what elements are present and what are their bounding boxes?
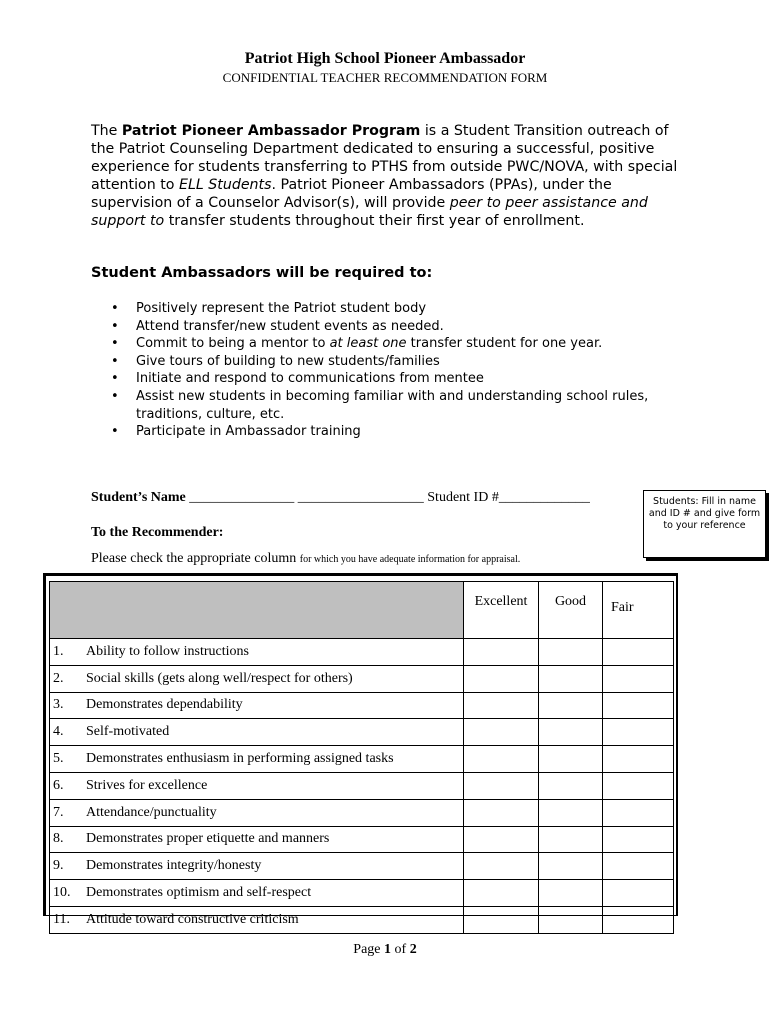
- criterion-cell: [50, 692, 464, 719]
- rating-cell-excellent[interactable]: [464, 746, 539, 773]
- intro-text-3: . Patriot Pioneer Ambassadors (PPAs), under the supervision of a Counselor Advisor(s), will provide: [91, 177, 612, 211]
- criterion-cell: [50, 639, 464, 666]
- criterion-cell: [50, 719, 464, 746]
- criterion-cell: [50, 853, 464, 880]
- peer-emphasis: peer to peer assistance and support to: [91, 195, 648, 229]
- rating-cell-excellent[interactable]: [464, 880, 539, 907]
- col-fair: Fair: [603, 582, 674, 639]
- rating-cell-fair[interactable]: [603, 799, 674, 826]
- criterion-number: 11.: [53, 911, 70, 927]
- rating-cell-good[interactable]: [539, 639, 603, 666]
- rating-cell-fair[interactable]: [603, 639, 674, 666]
- requirement-item: • Give tours of building to new students/families: [91, 353, 671, 371]
- criterion-number: 9.: [53, 858, 64, 874]
- criterion-cell: [50, 880, 464, 907]
- criterion-cell: [50, 826, 464, 853]
- criterion-text: Strives for excellence: [86, 777, 208, 793]
- student-id-label: Student ID #: [427, 490, 499, 505]
- criterion-number: 2.: [53, 670, 64, 686]
- criterion-number: 5.: [53, 751, 64, 767]
- requirement-item: • Participate in Ambassador training: [91, 423, 671, 441]
- rating-cell-excellent[interactable]: [464, 826, 539, 853]
- rating-cell-excellent[interactable]: [464, 906, 539, 933]
- criterion-text: Demonstrates dependability: [86, 697, 243, 713]
- ell-emphasis: ELL Students: [178, 177, 272, 193]
- rating-cell-excellent[interactable]: [464, 692, 539, 719]
- rating-cell-good[interactable]: [539, 772, 603, 799]
- table-row: [50, 692, 674, 719]
- rating-cell-excellent[interactable]: [464, 665, 539, 692]
- table-row: [50, 880, 674, 907]
- criterion-text: Attendance/punctuality: [86, 804, 217, 820]
- form-subtitle: CONFIDENTIAL TEACHER RECOMMENDATION FORM: [222, 70, 548, 85]
- table-row: [50, 799, 674, 826]
- recommender-instruction: Please check the appropriate column for which you have adequate information for appraisal.: [91, 551, 521, 566]
- rating-cell-fair[interactable]: [603, 772, 674, 799]
- criterion-cell: [50, 746, 464, 773]
- rating-table: [49, 581, 674, 934]
- student-name-label: Student’s Name: [91, 490, 186, 505]
- criteria-header-cell: [50, 582, 464, 639]
- student-info-line: [91, 490, 590, 506]
- requirements-heading: Student Ambassadors will be required to:: [91, 265, 433, 281]
- rating-cell-fair[interactable]: [603, 719, 674, 746]
- rating-cell-good[interactable]: [539, 826, 603, 853]
- rating-cell-good[interactable]: [539, 853, 603, 880]
- requirement-item: • Assist new students in becoming familiar with and understanding school rules, traditions, culture, etc.: [91, 388, 671, 423]
- requirement-item: • Initiate and respond to communications from mentee: [91, 370, 671, 388]
- requirement-item: • Commit to being a mentor to at least one transfer student for one year.: [91, 335, 671, 353]
- criterion-cell: [50, 665, 464, 692]
- criterion-number: 4.: [53, 724, 64, 740]
- table-row: [50, 906, 674, 933]
- criterion-number: 3.: [53, 697, 64, 713]
- rating-cell-fair[interactable]: [603, 906, 674, 933]
- table-row: [50, 719, 674, 746]
- criterion-text: Ability to follow instructions: [86, 643, 249, 659]
- rating-cell-excellent[interactable]: [464, 719, 539, 746]
- table-row: [50, 665, 674, 692]
- student-id-field[interactable]: _____________: [498, 490, 590, 505]
- rating-cell-good[interactable]: [539, 906, 603, 933]
- rating-cell-good[interactable]: [539, 799, 603, 826]
- student-name-field[interactable]: _______________ __________________: [185, 490, 428, 505]
- rating-cell-fair[interactable]: [603, 665, 674, 692]
- criterion-text: Demonstrates proper etiquette and manners: [86, 831, 330, 847]
- criterion-text: Demonstrates optimism and self-respect: [86, 885, 312, 901]
- criterion-cell: [50, 772, 464, 799]
- table-row: [50, 746, 674, 773]
- requirement-item: • Positively represent the Patriot student body: [91, 300, 671, 318]
- criterion-cell: [50, 799, 464, 826]
- rating-cell-fair[interactable]: [603, 746, 674, 773]
- criterion-text: Self-motivated: [86, 724, 170, 740]
- recommender-heading: To the Recommender:: [91, 525, 224, 540]
- criterion-number: 7.: [53, 804, 64, 820]
- intro-text-4: transfer students throughout their first year of enrollment.: [164, 213, 585, 229]
- criterion-number: 6.: [53, 777, 64, 793]
- criterion-cell: [50, 906, 464, 933]
- requirements-list: [91, 300, 671, 441]
- form-title: Patriot High School Pioneer Ambassador: [244, 50, 526, 67]
- rating-cell-good[interactable]: [539, 746, 603, 773]
- intro-text-2: is a Student Transition outreach of the Patriot Counseling Department dedicated to ensuring a successful, positive experience for students transferring to PTHS from outside PWC/NOVA, with special attention to: [91, 123, 678, 193]
- rating-table-frame: [43, 573, 678, 927]
- table-row: [50, 639, 674, 666]
- requirement-item: • Attend transfer/new student events as needed.: [91, 318, 671, 336]
- rating-cell-excellent[interactable]: [464, 772, 539, 799]
- program-name: Patriot Pioneer Ambassador Program: [121, 123, 421, 139]
- rating-cell-good[interactable]: [539, 692, 603, 719]
- criterion-number: 8.: [53, 831, 64, 847]
- rating-cell-fair[interactable]: [603, 853, 674, 880]
- rating-cell-good[interactable]: [539, 880, 603, 907]
- intro-paragraph: [91, 122, 691, 230]
- criterion-number: 1.: [53, 643, 64, 659]
- criterion-text: Demonstrates integrity/honesty: [86, 858, 262, 874]
- col-good: Good: [539, 582, 603, 639]
- col-excellent: Excellent: [464, 582, 539, 639]
- table-row: [50, 826, 674, 853]
- intro-text-1: The: [91, 123, 122, 139]
- table-row: [50, 853, 674, 880]
- student-instructions-box: Students: Fill in name and ID # and give form to your reference: [643, 490, 766, 558]
- rating-cell-fair[interactable]: [603, 826, 674, 853]
- criterion-number: 10.: [53, 885, 71, 901]
- rating-cell-fair[interactable]: [603, 692, 674, 719]
- rating-cell-excellent[interactable]: [464, 853, 539, 880]
- table-row: [50, 772, 674, 799]
- criterion-text: Social skills (gets along well/respect for others): [86, 670, 353, 686]
- criterion-text: Demonstrates enthusiasm in performing assigned tasks: [86, 751, 394, 767]
- page-number: Page 1 of 2: [353, 942, 417, 957]
- rating-cell-fair[interactable]: [603, 880, 674, 907]
- rating-cell-good[interactable]: [539, 665, 603, 692]
- criterion-text: Attitude toward constructive criticism: [86, 911, 299, 927]
- rating-cell-excellent[interactable]: [464, 799, 539, 826]
- rating-cell-excellent[interactable]: [464, 639, 539, 666]
- rating-header-row: [50, 582, 674, 639]
- rating-cell-good[interactable]: [539, 719, 603, 746]
